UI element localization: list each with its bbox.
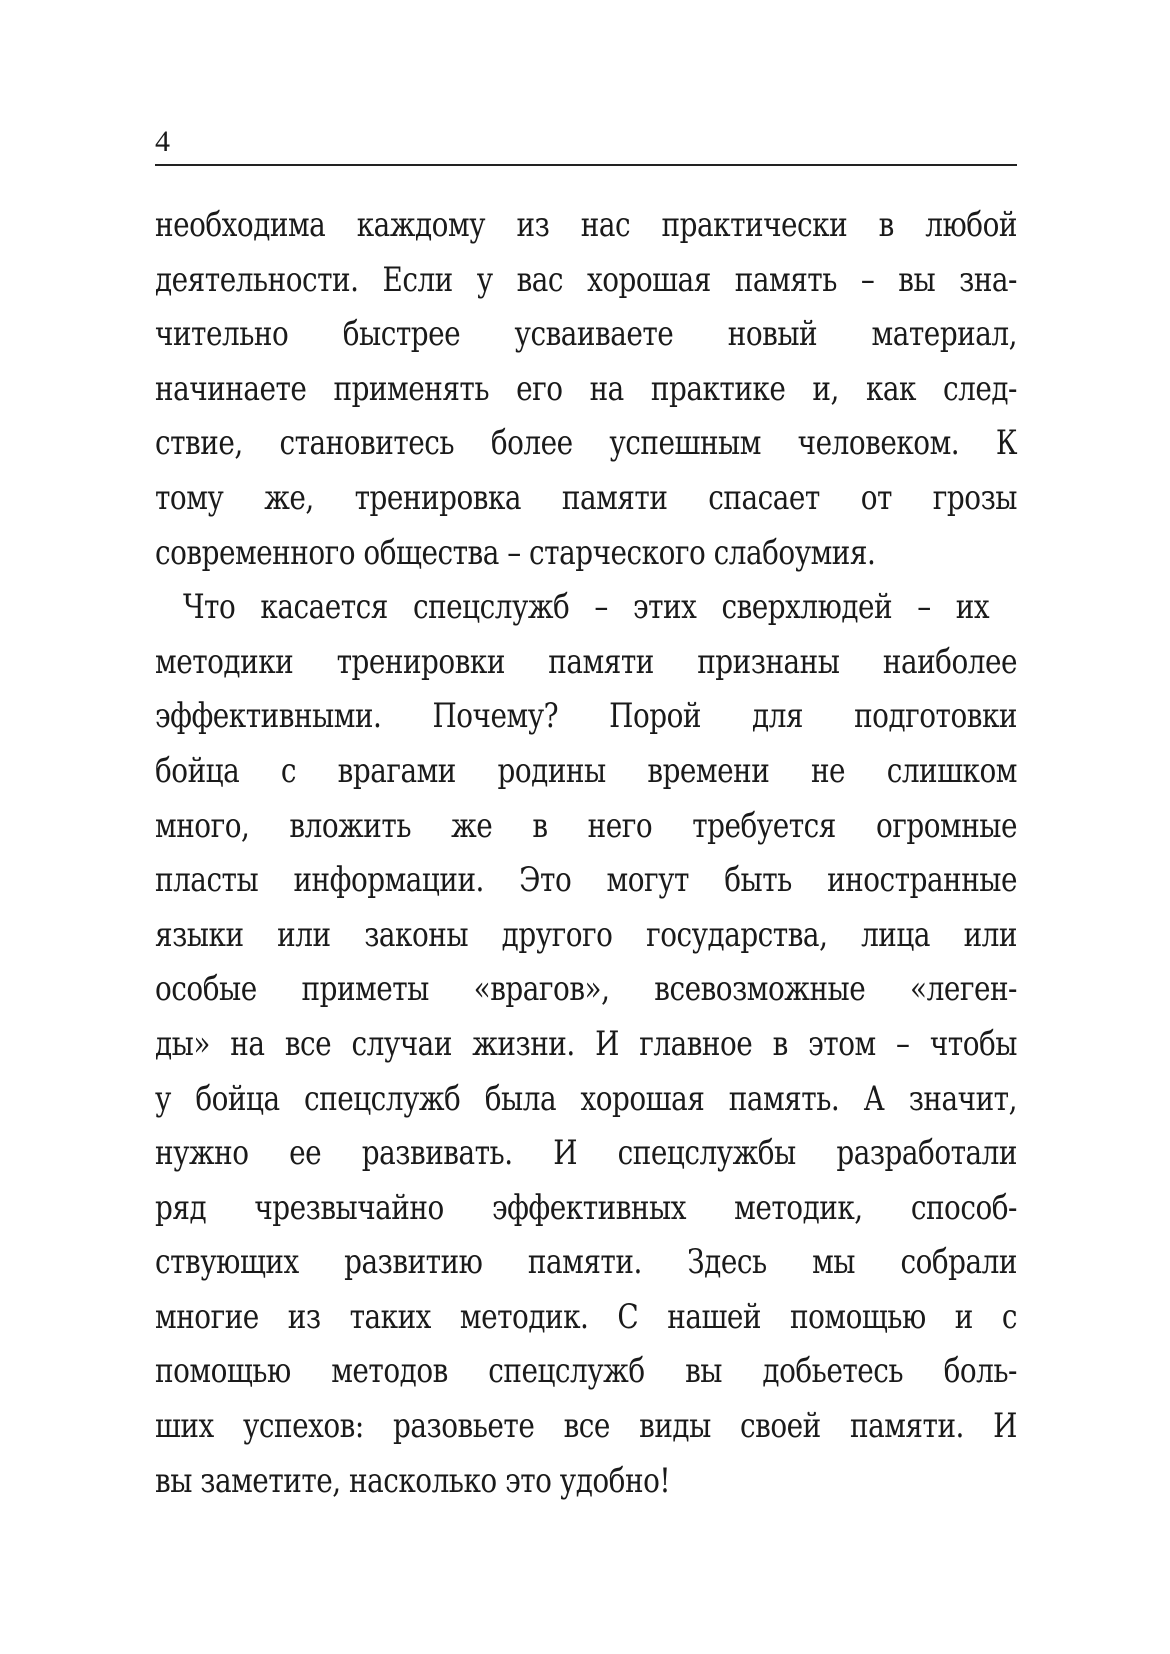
- text-line-content: у бойца спецслужб была хорошая память. А значит,: [155, 1078, 1017, 1119]
- text-line-content: необходима каждому из нас практически в любой: [155, 205, 1017, 245]
- text-line: [155, 799, 1017, 854]
- text-line-content: пласты информации. Это могут быть иностранные: [155, 860, 1017, 901]
- text-line: [155, 635, 1017, 690]
- text-line: [155, 526, 1017, 581]
- text-line: [155, 307, 1017, 362]
- text-line: [155, 689, 1017, 744]
- text-line: [155, 1017, 1017, 1072]
- text-line-content: многие из таких методик. С нашей помощью и с: [155, 1296, 1017, 1337]
- text-line-content: много, вложить же в него требуется огромные: [155, 805, 1017, 846]
- text-line-content: тому же, тренировка памяти спасает от грозы: [155, 477, 1017, 518]
- text-line-content: чительно быстрее усваиваете новый материал,: [155, 314, 1017, 355]
- text-line-content: особые приметы «врагов», всевозможные «леген-: [155, 969, 1017, 1010]
- text-line: [155, 908, 1017, 963]
- text-line: [155, 471, 1017, 526]
- text-line: [155, 580, 1017, 635]
- body-text: [155, 198, 1017, 1508]
- paragraph-1: [155, 198, 1017, 580]
- text-line-content: ствие, становитесь более успешным человеком. К: [155, 423, 1017, 464]
- text-line: [155, 1072, 1017, 1127]
- text-line-content: ствующих развитию памяти. Здесь мы собрали: [155, 1242, 1017, 1283]
- text-line-content: начинаете применять его на практике и, как след-: [155, 368, 1017, 409]
- page-header: [155, 124, 1017, 162]
- text-line-content: вы заметите, насколько это удобно!: [155, 1460, 671, 1501]
- paragraph-2: [155, 580, 1017, 1508]
- text-line: [155, 1344, 1017, 1399]
- text-line: [155, 1126, 1017, 1181]
- text-line: [155, 198, 1017, 253]
- text-line: [155, 362, 1017, 417]
- text-line: [155, 253, 1017, 308]
- text-line-content: деятельности. Если у вас хорошая память – вы зна-: [155, 259, 1017, 300]
- text-line: [155, 1181, 1017, 1236]
- text-line: [155, 1454, 1017, 1509]
- text-line-content: ряд чрезвычайно эффективных методик, способ-: [155, 1187, 1017, 1228]
- text-line-content: ды» на все случаи жизни. И главное в этом – чтобы: [155, 1023, 1017, 1064]
- text-line-content: эффективными. Почему? Порой для подготовки: [155, 696, 1017, 737]
- text-line-content: бойца с врагами родины времени не слишком: [155, 750, 1017, 791]
- text-line-content: методики тренировки памяти признаны наиболее: [155, 641, 1017, 682]
- text-line: [155, 962, 1017, 1017]
- text-line: [155, 744, 1017, 799]
- text-line-content: Что касается спецслужб – этих сверхлюдей – их: [183, 587, 990, 628]
- text-line: [155, 1235, 1017, 1290]
- text-line: [155, 1399, 1017, 1454]
- text-line-content: помощью методов спецслужб вы добьетесь боль-: [155, 1351, 1017, 1392]
- page-number: 4: [155, 125, 170, 158]
- header-rule: [155, 164, 1017, 166]
- text-line-content: нужно ее развивать. И спецслужбы разработали: [155, 1133, 1017, 1174]
- text-line: [155, 1290, 1017, 1345]
- text-line: [155, 853, 1017, 908]
- text-line-content: языки или законы другого государства, лица или: [155, 914, 1017, 955]
- text-line-content: ших успехов: разовьете все виды своей памяти. И: [155, 1406, 1017, 1447]
- text-line-content: современного общества – старческого слабоумия.: [155, 532, 876, 573]
- text-line: [155, 416, 1017, 471]
